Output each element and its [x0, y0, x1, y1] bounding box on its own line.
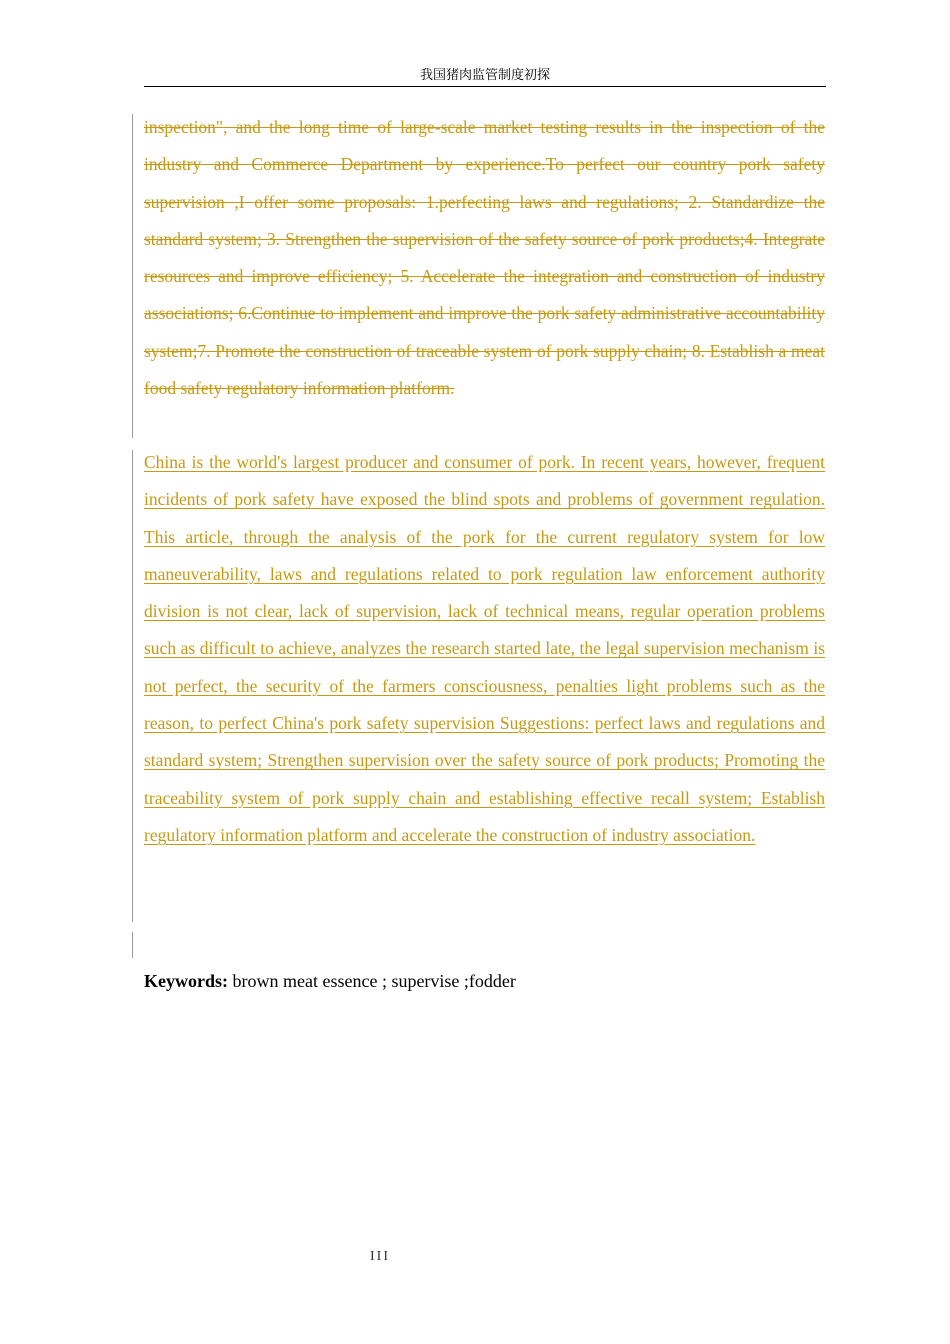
- change-bar-empty-line: [132, 932, 133, 958]
- change-bar-inserted: [132, 450, 133, 922]
- deleted-abstract-paragraph[interactable]: inspection", and the long time of large-scale market testing results in the inspection of the industry and Commerce Department by experience.To perfect our country pork safety supervision ,I offer some proposals: 1.perfecting laws and regulations; 2. Standardize the standard system; 3. Strengthen the supervision of the safety source of pork products;4. Integrate resources and improve efficiency; 5. Accelerate the integration and construction of industry associations; 6.Continue to implement and improve the pork safety administrative accountability system;7. Promote the construction of traceable system of pork supply chain; 8. Establish a meat food safety regulatory information platform.: [144, 117, 825, 399]
- keywords-line[interactable]: [144, 966, 516, 996]
- keywords-label: Keywords:: [144, 971, 228, 991]
- running-header-title: 我国猪肉监管制度初探: [419, 68, 550, 83]
- inserted-abstract-paragraph[interactable]: China is the world's largest producer and consumer of pork. In recent years, however, frequent incidents of pork safety have exposed the blind spots and problems of government regulation. This article, through the analysis of the pork for the current regulatory system for low maneuverability, laws and regulations related to pork regulation law enforcement authority division is not clear, lack of supervision, lack of technical means, regular operation problems such as difficult to achieve, analyzes the research started late, the legal supervision mechanism is not perfect, the security of the farmers consciousness, penalties light problems such as the reason, to perfect China's pork safety supervision Suggestions: perfect laws and regulations and standard system; Strengthen supervision over the safety source of pork products; Promoting the traceability system of pork supply chain and establishing effective recall system; Establish regulatory information platform and accelerate the construction of industry association.: [144, 452, 825, 845]
- keywords-value: brown meat essence ; supervise ;fodder: [228, 971, 516, 991]
- change-bar-deleted: [132, 114, 133, 438]
- header-rule: [144, 86, 826, 87]
- page-number: III: [370, 1249, 390, 1264]
